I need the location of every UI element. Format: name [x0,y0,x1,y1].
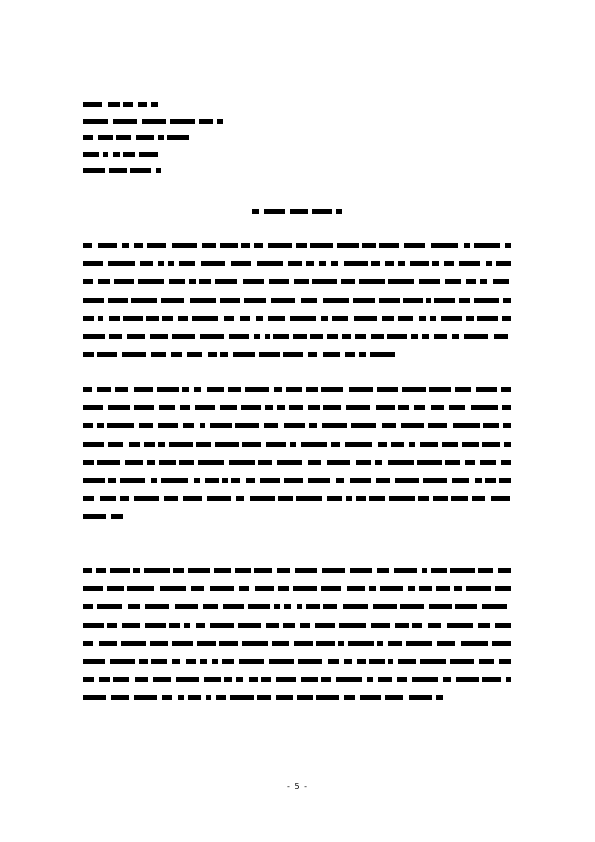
page-number: - 5 - [287,782,308,791]
text-line [83,478,511,483]
text-line [83,423,511,428]
header-line [83,102,158,107]
text-line [83,568,511,573]
text-line [83,352,395,357]
header-line [83,119,223,124]
text-line [83,695,443,700]
text-line [83,405,511,410]
text-line [83,243,511,248]
text-line [83,514,123,519]
header-line [83,168,168,173]
text-line [83,677,511,682]
text-line [83,496,511,501]
heading-line [252,209,342,214]
text-line [83,442,511,447]
text-line [83,387,511,392]
header-line [83,135,193,140]
text-line [83,316,511,321]
text-line [83,334,511,339]
text-line [83,659,511,664]
text-line [83,623,511,628]
text-line [83,279,511,284]
text-line [83,604,511,609]
text-line [83,586,511,591]
text-line [83,298,511,303]
text-line [83,641,511,646]
text-line [83,460,511,465]
text-line [83,261,511,266]
header-line [83,152,158,157]
